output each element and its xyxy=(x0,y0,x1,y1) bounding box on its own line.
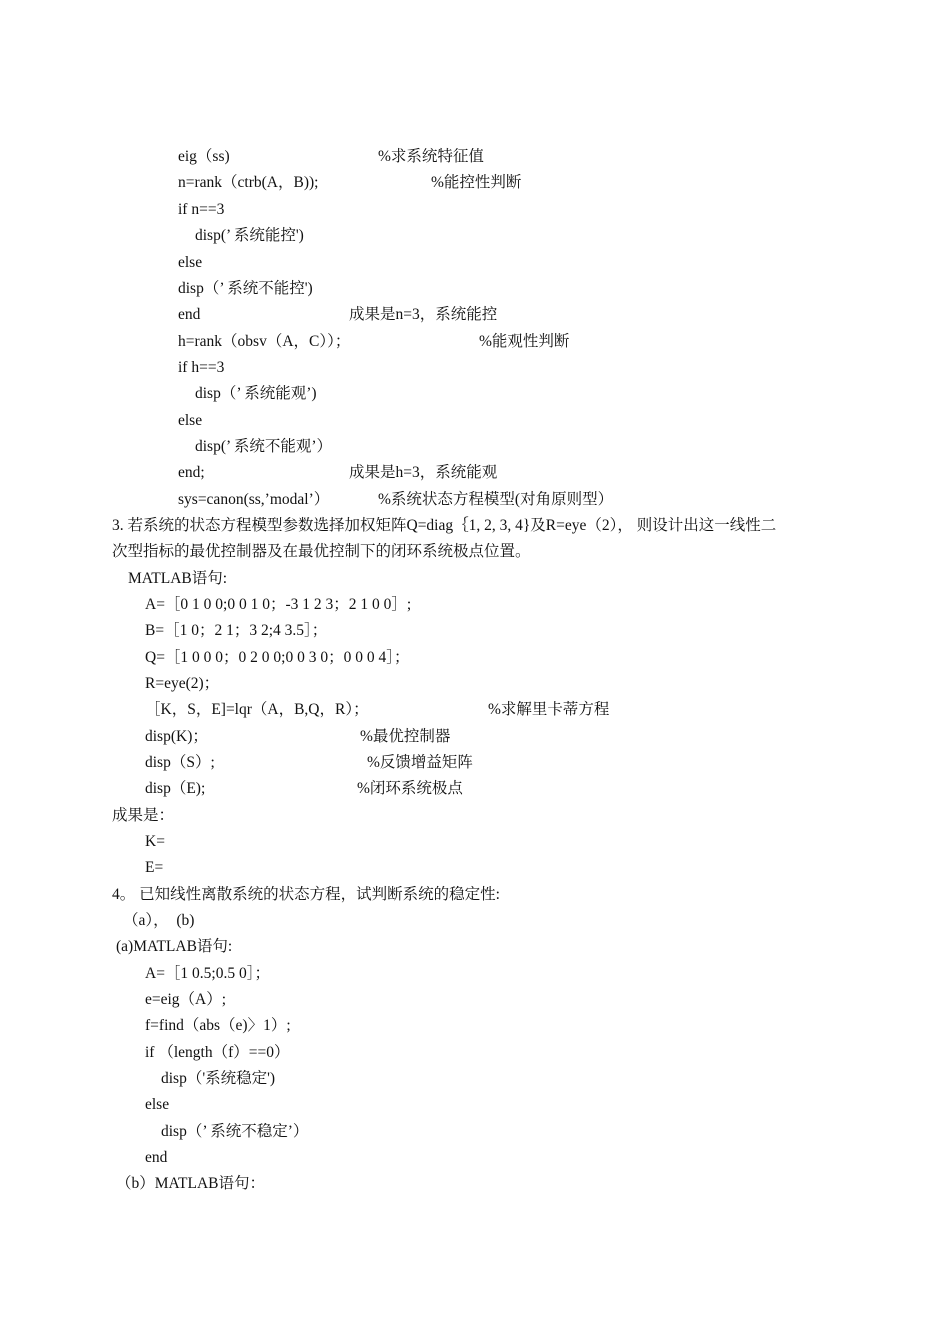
code-line-rank-ctrb: n=rank（ctrb(A，B)); xyxy=(178,174,319,191)
code-line-disp-observable: disp（’ 系统能观’) xyxy=(195,385,317,402)
code-comment-feedback-gain: %反馈增益矩阵 xyxy=(367,754,473,771)
code-line-4a-end: end xyxy=(145,1149,168,1166)
code-line-end-1: end xyxy=(178,306,201,323)
code-comment-modal: %系统状态方程模型(对角原则型） xyxy=(378,491,614,508)
code-line-eig: eig（ss) xyxy=(178,148,230,165)
question-3-line-2: 次型指标的最优控制器及在最优控制下的闭环系统极点位置。 xyxy=(112,543,531,560)
code-comment-controllability: %能控性判断 xyxy=(431,174,522,191)
code-line-disp-controllable: disp(’ 系统能控') xyxy=(195,227,304,244)
code-line-end-2: end; xyxy=(178,464,205,481)
code-line-matrix-a: A=［0 1 0 0;0 0 1 0；-3 1 2 3；2 1 0 0］; xyxy=(145,596,412,613)
code-line-4a-if: if （length（f）==0） xyxy=(145,1044,290,1061)
code-line-disp-s: disp（S）; xyxy=(145,754,215,771)
code-line-matrix-q: Q=［1 0 0 0；0 2 0 0;0 0 3 0；0 0 0 4］； xyxy=(145,649,410,666)
code-line-matrix-r: R=eye(2)； xyxy=(145,675,220,692)
result-label: 成果是： xyxy=(112,807,175,824)
code-line-disp-not-observable: disp(’ 系统不能观’） xyxy=(195,438,333,455)
code-comment-closed-loop-poles: %闭环系统极点 xyxy=(357,780,463,797)
code-line-disp-not-controllable: disp（’ 系统不能控') xyxy=(178,280,313,297)
code-line-if-h: if h==3 xyxy=(178,359,225,376)
result-controllable: 成果是n=3，系统能控 xyxy=(349,306,498,323)
matlab-label-4b: （b）MATLAB语句： xyxy=(116,1175,265,1192)
code-line-4a-matrix: A=［1 0.5;0.5 0］； xyxy=(145,965,270,982)
question-4-parts: （a）， (b) xyxy=(123,912,195,929)
code-line-canon: sys=canon(ss,’modal’） xyxy=(178,491,330,508)
matlab-label-3: MATLAB语句: xyxy=(128,570,228,587)
code-comment-eig: %求系统特征值 xyxy=(378,148,484,165)
code-line-4a-disp-stable: disp（'系统稳定') xyxy=(161,1070,276,1087)
code-comment-optimal-controller: %最优控制器 xyxy=(360,728,451,745)
result-e: E= xyxy=(145,859,164,876)
code-line-else-2: else xyxy=(178,412,203,429)
code-line-4a-eig: e=eig（A）; xyxy=(145,991,227,1008)
question-3-line-1: 3. 若系统的状态方程模型参数选择加权矩阵Q=diag｛1, 2, 3, 4}及R=eye（2）， 则设计出这一线性二 xyxy=(112,517,777,534)
matlab-label-4a: (a)MATLAB语句: xyxy=(116,938,233,955)
code-line-4a-find: f=find（abs（e)〉1）; xyxy=(145,1017,291,1034)
result-k: K= xyxy=(145,833,165,850)
code-line-disp-e: disp（E); xyxy=(145,780,206,797)
code-line-matrix-b: B=［1 0；2 1；3 2;4 3.5］； xyxy=(145,622,328,639)
code-line-else-1: else xyxy=(178,254,203,271)
code-line-disp-k: disp(K)； xyxy=(145,728,208,745)
code-comment-riccati: %求解里卡蒂方程 xyxy=(488,701,610,718)
code-line-if-n: if n==3 xyxy=(178,201,225,218)
code-line-lqr: ［K，S，E]=lqr（A，B,Q，R）； xyxy=(145,701,369,718)
result-observable: 成果是h=3，系统能观 xyxy=(349,464,498,481)
code-line-4a-else: else xyxy=(145,1096,170,1113)
code-line-4a-disp-unstable: disp（’ 系统不稳定’） xyxy=(161,1123,309,1140)
code-comment-observability: %能观性判断 xyxy=(479,333,570,350)
code-line-rank-obsv: h=rank（obsv（A，C））； xyxy=(178,333,351,350)
question-4: 4。 已知线性离散系统的状态方程，试判断系统的稳定性: xyxy=(112,886,500,903)
